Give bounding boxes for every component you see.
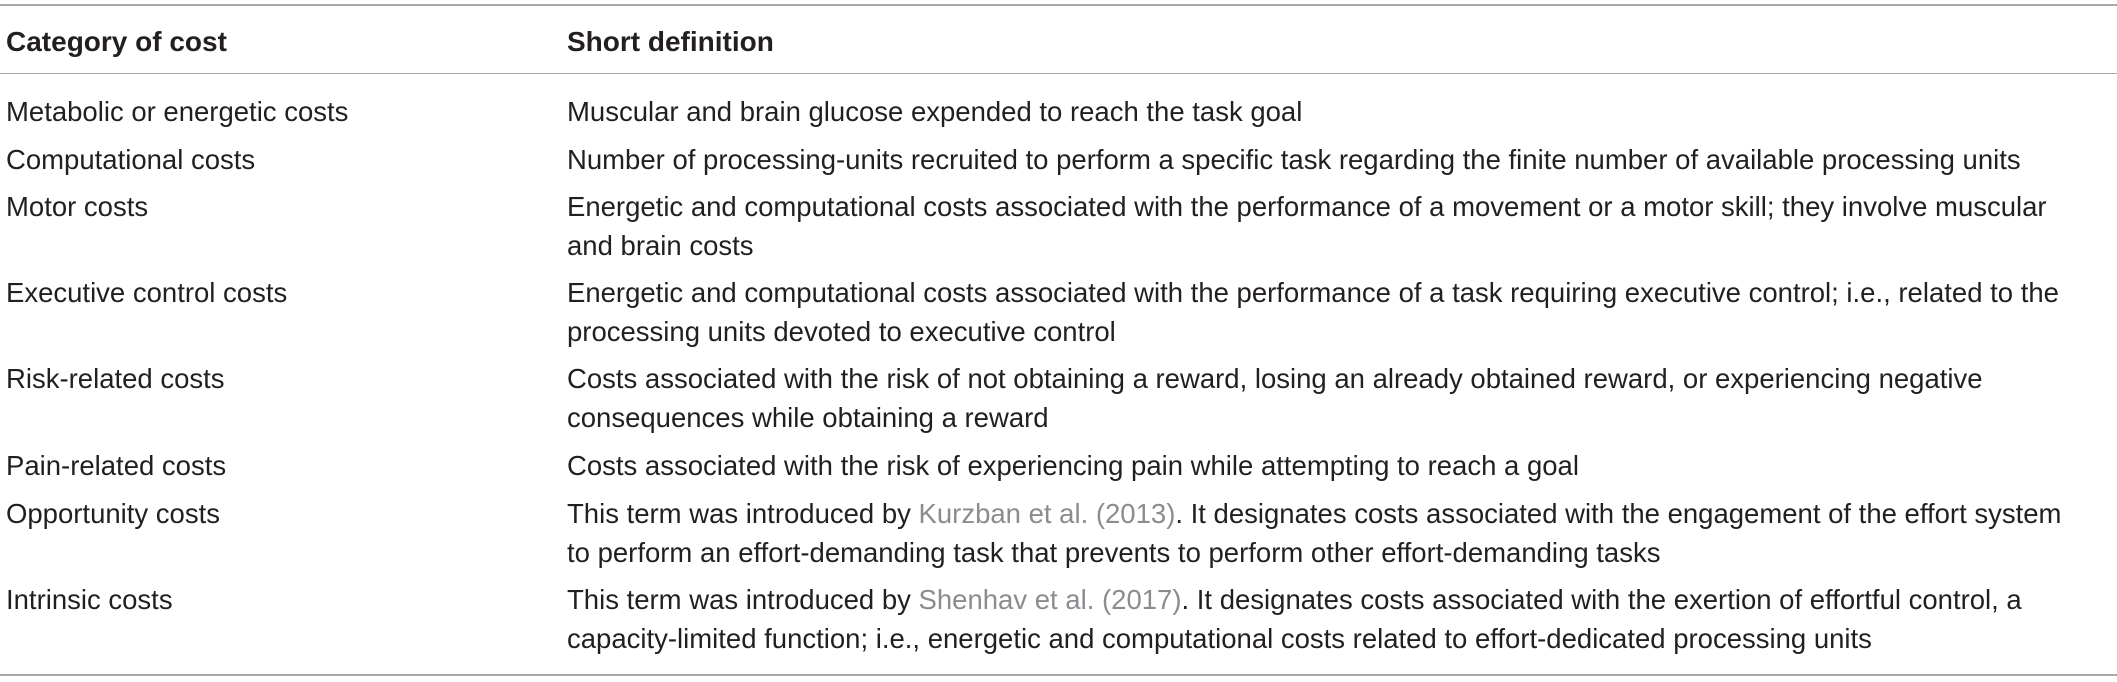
- row-category: Motor costs: [6, 191, 149, 222]
- definition-line: processing units devoted to executive control: [567, 316, 1116, 347]
- definition-line: [567, 580, 2112, 619]
- row-category: Risk-related costs: [6, 363, 225, 394]
- header-bottom-rule: [0, 73, 2117, 74]
- table-top-rule: [0, 4, 2117, 6]
- definition-text: This term was introduced by: [567, 498, 919, 529]
- row-definition: [567, 446, 2112, 485]
- definition-line: Costs associated with the risk of not obtaining a reward, losing an already obtained reward, or experiencing negative: [567, 363, 1983, 394]
- row-definition: [567, 580, 2112, 658]
- definition-line: Energetic and computational costs associated with the performance of a task requiring executive control; i.e., related to the: [567, 277, 2059, 308]
- definition-line: consequences while obtaining a reward: [567, 402, 1049, 433]
- header-short-definition: Short definition: [567, 26, 774, 57]
- definition-line: and brain costs: [567, 230, 754, 261]
- definition-line: capacity-limited function; i.e., energetic and computational costs related to effort-dedicated processing units: [567, 623, 1872, 654]
- definition-line: [567, 494, 2112, 533]
- row-category: Metabolic or energetic costs: [6, 96, 349, 127]
- row-definition: [567, 273, 2112, 351]
- definition-text: . It designates costs associated with the engagement of the effort system: [1175, 498, 2062, 529]
- definition-line: to perform an effort-demanding task that prevents to perform other effort-demanding tasks: [567, 537, 1661, 568]
- header-category-of-cost: Category of cost: [6, 26, 227, 57]
- definition-text: . It designates costs associated with the exertion of effortful control, a: [1181, 584, 2022, 615]
- row-category: Computational costs: [6, 144, 256, 175]
- row-definition: [567, 92, 2112, 131]
- definition-line: Number of processing-units recruited to perform a specific task regarding the finite number of available processing units: [567, 144, 2021, 175]
- row-definition: [567, 494, 2112, 572]
- row-category: Opportunity costs: [6, 498, 220, 529]
- definition-line: Costs associated with the risk of experiencing pain while attempting to reach a goal: [567, 450, 1579, 481]
- definition-line: Muscular and brain glucose expended to reach the task goal: [567, 96, 1303, 127]
- row-definition: [567, 187, 2112, 265]
- reference-link-kurzban[interactable]: Kurzban et al. (2013): [918, 498, 1176, 529]
- reference-link-shenhav[interactable]: Shenhav et al. (2017): [918, 584, 1182, 615]
- definition-line: Energetic and computational costs associated with the performance of a movement or a motor skill; they involve muscular: [567, 191, 2047, 222]
- row-category: Executive control costs: [6, 277, 288, 308]
- table-bottom-rule: [0, 674, 2117, 676]
- row-category: Pain-related costs: [6, 450, 227, 481]
- definition-text: This term was introduced by: [567, 584, 919, 615]
- table-header-row: [0, 22, 2117, 62]
- row-definition: [567, 140, 2112, 179]
- row-category: Intrinsic costs: [6, 584, 173, 615]
- row-definition: [567, 359, 2112, 437]
